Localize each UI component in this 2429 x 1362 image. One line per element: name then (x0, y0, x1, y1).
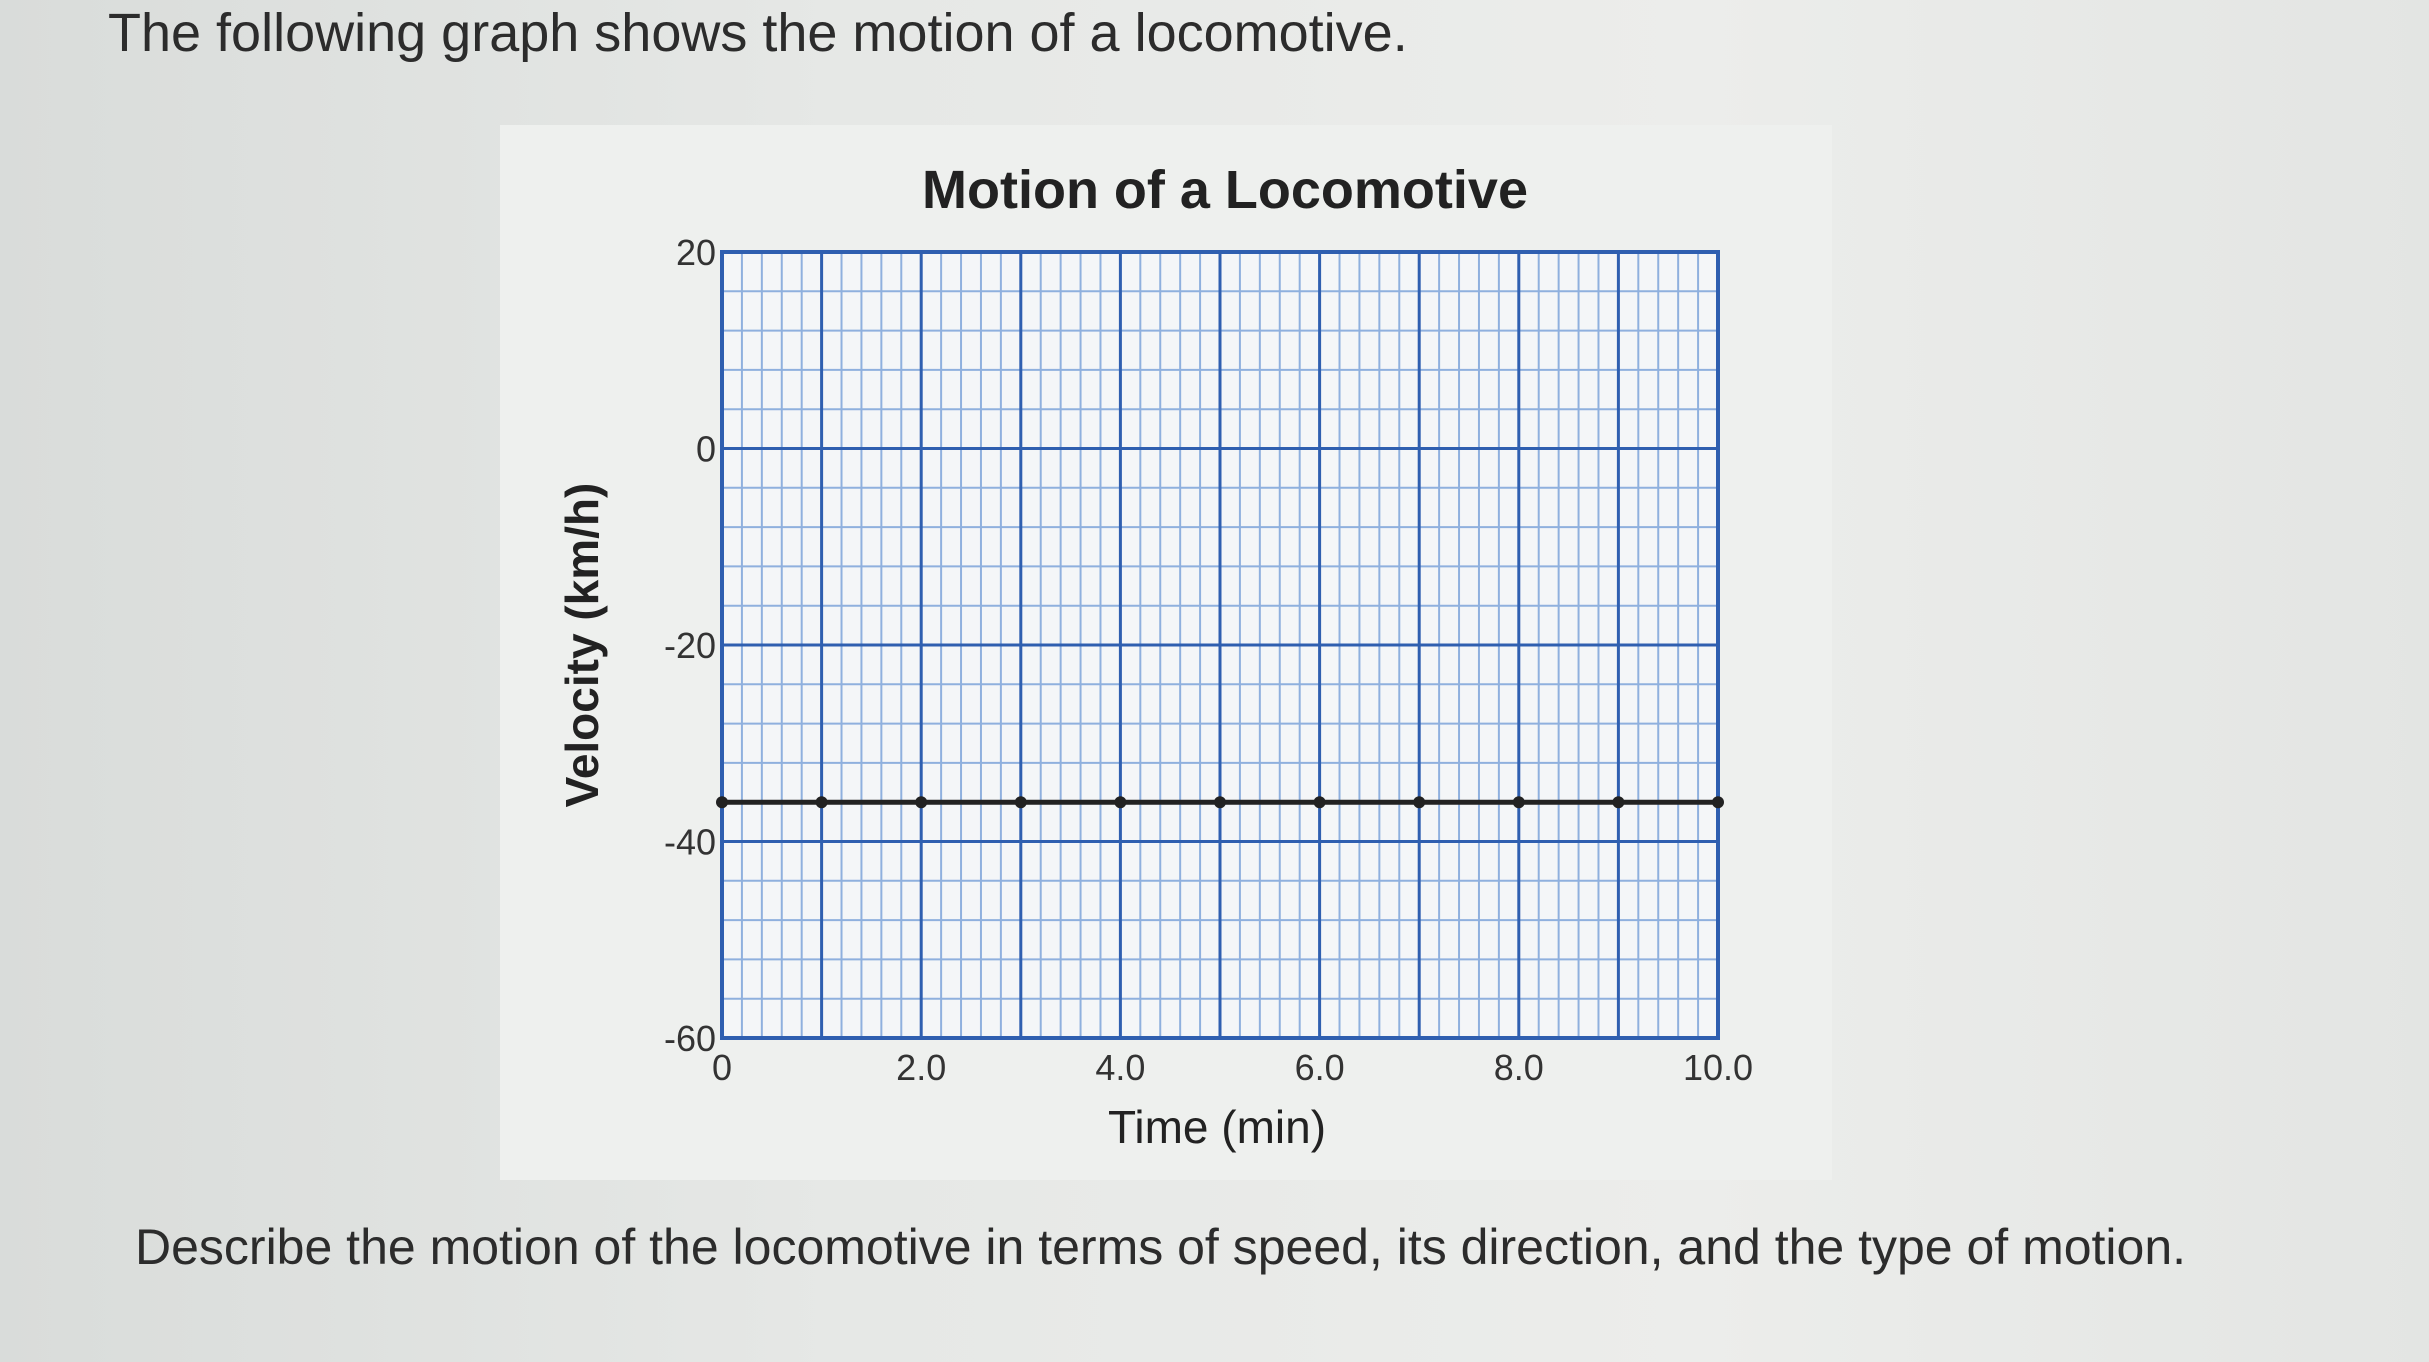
y-tick-label: 0 (695, 428, 716, 470)
x-tick-label: 2.0 (896, 1047, 947, 1088)
data-point (915, 796, 927, 808)
data-point (716, 796, 728, 808)
question-text: Describe the motion of the locomotive in terms of speed, its direction, and the type of motion. (135, 1219, 2187, 1275)
y-tick-label: -40 (663, 821, 716, 863)
data-point (1712, 796, 1724, 808)
y-tick-label: -60 (663, 1018, 716, 1059)
y-tick-label: 20 (675, 232, 716, 273)
x-tick-label: 10.0 (1682, 1047, 1754, 1088)
data-point (1612, 796, 1624, 808)
data-point (1413, 796, 1425, 808)
x-axis-label: Time (min) (1107, 1101, 1327, 1153)
chart-title: Motion of a Locomotive (922, 160, 1528, 220)
chart-grid (722, 252, 1718, 1038)
y-tick-label: -20 (663, 625, 716, 666)
data-point (816, 796, 828, 808)
intro-text: The following graph shows the motion of a locomotive. (108, 3, 1408, 63)
data-point (1314, 796, 1326, 808)
y-axis-label: Velocity (km/h) (556, 482, 608, 808)
x-tick-label: 4.0 (1095, 1047, 1146, 1088)
data-point (1015, 796, 1027, 808)
x-tick-label: 6.0 (1294, 1047, 1345, 1088)
x-tick-label: 0 (711, 1047, 733, 1088)
data-point (1114, 796, 1126, 808)
x-tick-label: 8.0 (1493, 1047, 1544, 1088)
data-point (1513, 796, 1525, 808)
data-point (1214, 796, 1226, 808)
